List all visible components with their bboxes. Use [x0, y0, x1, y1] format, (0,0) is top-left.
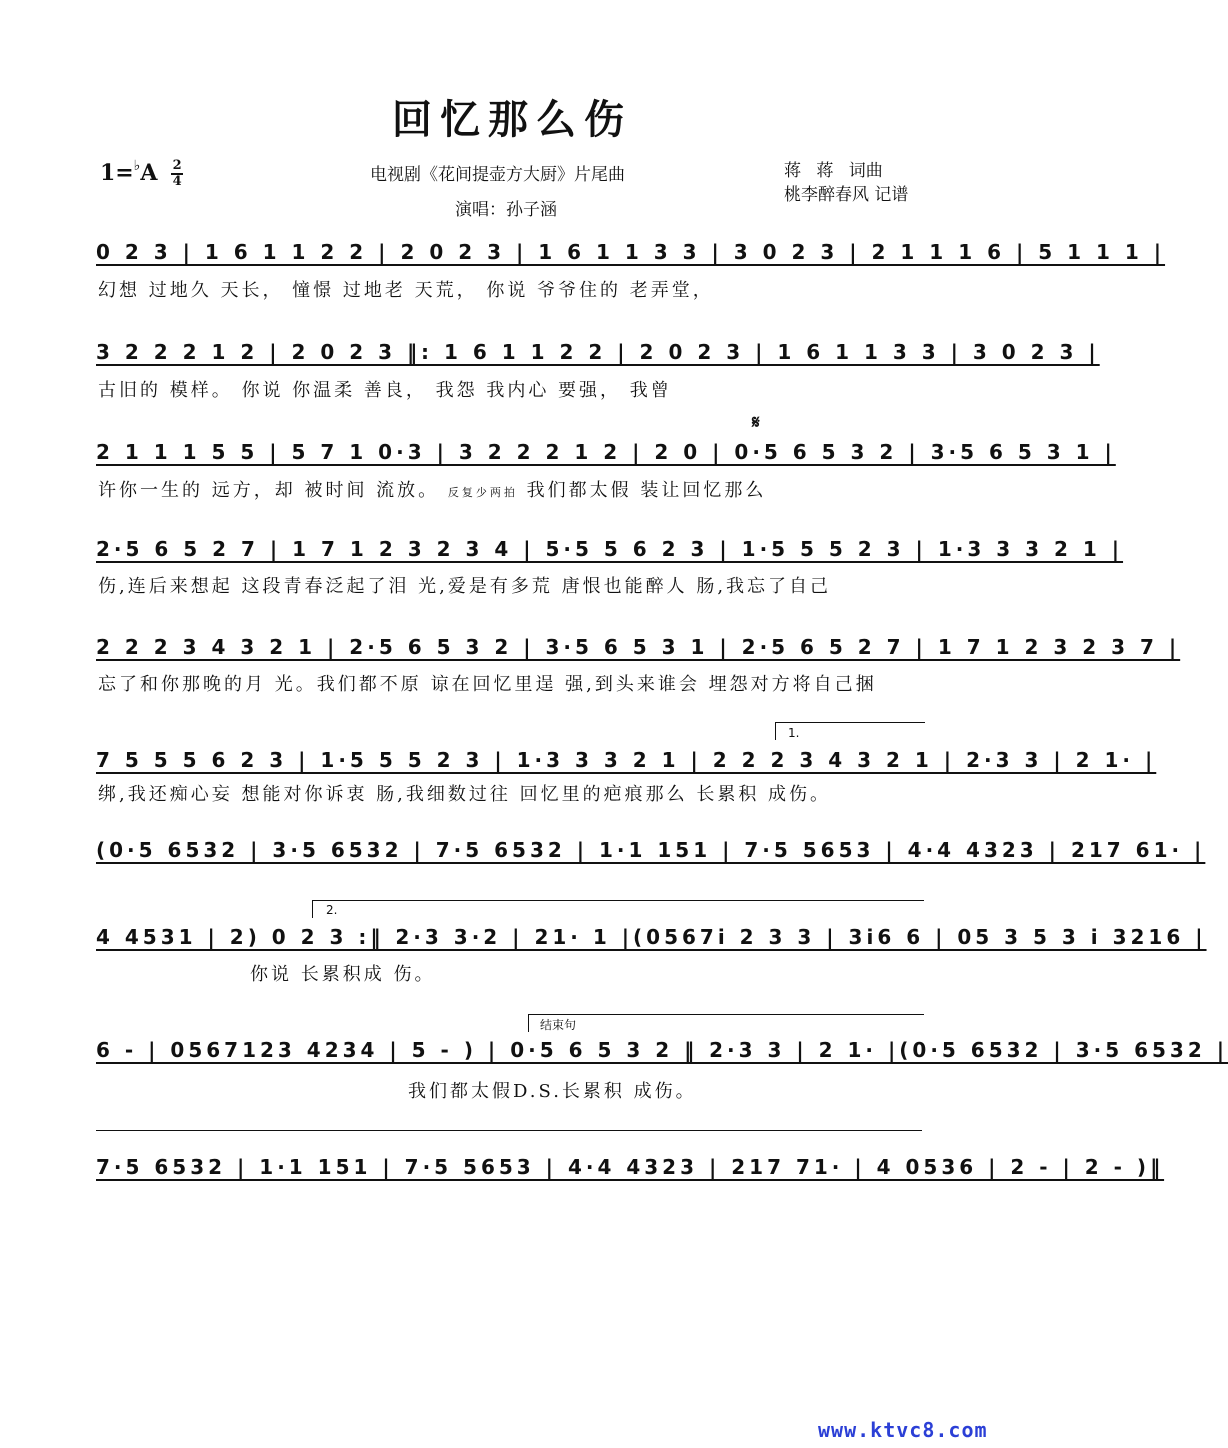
lyrics-row-6: 绑,我还痴心妄 想能对你诉衷 肠,我细数过往 回忆里的疤痕那么 长累积 成伤。 — [98, 784, 832, 805]
website-watermark: www.ktvc8.com — [818, 1418, 988, 1442]
lyrics-row-3 — [98, 476, 766, 502]
repeat-note: 反复少两拍 — [447, 486, 518, 499]
lyrics-row-3-part2: 我们都太假 装让回忆那么 — [526, 480, 767, 501]
coda-line — [528, 1014, 924, 1015]
volta-2-hook — [312, 900, 313, 918]
volta-1-hook — [775, 722, 776, 740]
notation-row-9: 6 - | 0567123 4234 | 5 - ) | 0·5 6 5 3 2 ‖ 2·3 3 | 2 1· |(0·5 6532 | 3·5 6532 | — [96, 1038, 1228, 1062]
volta-2-line — [312, 900, 924, 901]
row-10-line — [96, 1130, 922, 1131]
lyrics-row-5: 忘了和你那晚的月 光。我们都不原 谅在回忆里逞 强,到头来谁会 埋怨对方将自己捆 — [98, 674, 877, 695]
lyrics-row-2: 古旧的 模样。 你说 你温柔 善良， 我怨 我内心 要强， 我曾 — [98, 380, 672, 401]
subtitle: 电视剧《花间提壶方大厨》片尾曲 — [370, 165, 625, 185]
time-top: 2 — [172, 158, 182, 173]
notation-row-3: 2 1 1 1 5 5 | 5 7 1 0·3 | 3 2 2 2 1 2 | 2 0 | 0·5 6 5 3 2 | 3·5 6 5 3 1 | — [96, 440, 1116, 464]
volta-2-label: 2. — [326, 903, 338, 917]
notation-row-2: 3 2 2 2 1 2 | 2 0 2 3 ‖: 1 6 1 1 2 2 | 2 0 2 3 | 1 6 1 1 3 3 | 3 0 2 3 | — [96, 340, 1100, 364]
lyrics-row-9: 我们都太假D.S.长累积 成伤。 — [408, 1081, 697, 1102]
lyrics-row-4: 伤,连后来想起 这段青春泛起了泪 光,爱是有多荒 唐恨也能醉人 肠,我忘了自己 — [98, 576, 832, 597]
lyrics-row-1: 幻想 过地久 天长， 憧憬 过地老 天荒， 你说 爷爷住的 老弄堂， — [98, 280, 714, 301]
notation-row-4: 2·5 6 5 2 7 | 1 7 1 2 3 2 3 4 | 5·5 5 6 2 3 | 1·5 5 5 2 3 | 1·3 3 3 2 1 | — [96, 537, 1124, 561]
key-prefix: 1= — [100, 160, 134, 186]
flat-icon: ♭ — [133, 158, 141, 174]
coda-label: 结束句 — [540, 1018, 577, 1032]
segno-icon: 𝄋 — [752, 412, 760, 433]
time-bottom: 4 — [172, 174, 182, 189]
notation-row-7: (0·5 6532 | 3·5 6532 | 7·5 6532 | 1·1 151 | 7·5 5653 | 4·4 4323 | 217 61· | — [96, 838, 1206, 862]
notation-row-10: 7·5 6532 | 1·1 151 | 7·5 5653 | 4·4 4323 | 217 71· | 4 0536 | 2 - | 2 - )‖ — [96, 1155, 1165, 1179]
lyricist-credit: 蒋 蒋 词曲 — [784, 161, 883, 181]
lyrics-row-8: 你说 长累积成 伤。 — [250, 964, 436, 985]
notation-row-8: 4 4531 | 2) 0 2 3 :‖ 2·3 3·2 | 21· 1 |(0567i 2 3 3 | 3i6 6 | 05 3 5 3 i 3216 | — [96, 925, 1207, 949]
key-letter: A — [140, 160, 158, 186]
notation-row-5: 2 2 2 3 4 3 2 1 | 2·5 6 5 3 2 | 3·5 6 5 3 1 | 2·5 6 5 2 7 | 1 7 1 2 3 2 3 7 | — [96, 635, 1181, 659]
coda-hook — [528, 1014, 529, 1032]
singer: 演唱：孙子涵 — [455, 200, 557, 220]
transcriber-credit: 桃李醉春风 记谱 — [784, 185, 909, 205]
notation-row-6: 7 5 5 5 6 2 3 | 1·5 5 5 2 3 | 1·3 3 3 2 1 | 2 2 2 3 4 3 2 1 | 2·3 3 | 2 1· | — [96, 748, 1157, 772]
key-signature — [100, 160, 183, 188]
lyrics-row-3-part1: 许你一生的 远方，却 被时间 流放。 — [98, 480, 440, 501]
volta-1-line — [775, 722, 925, 723]
time-signature — [171, 160, 183, 188]
page-title: 回忆那么伤 — [392, 96, 632, 143]
notation-row-1: 0 2 3 | 1 6 1 1 2 2 | 2 0 2 3 | 1 6 1 1 3 3 | 3 0 2 3 | 2 1 1 1 6 | 5 1 1 1 | — [96, 240, 1166, 264]
volta-1-label: 1. — [788, 726, 800, 740]
